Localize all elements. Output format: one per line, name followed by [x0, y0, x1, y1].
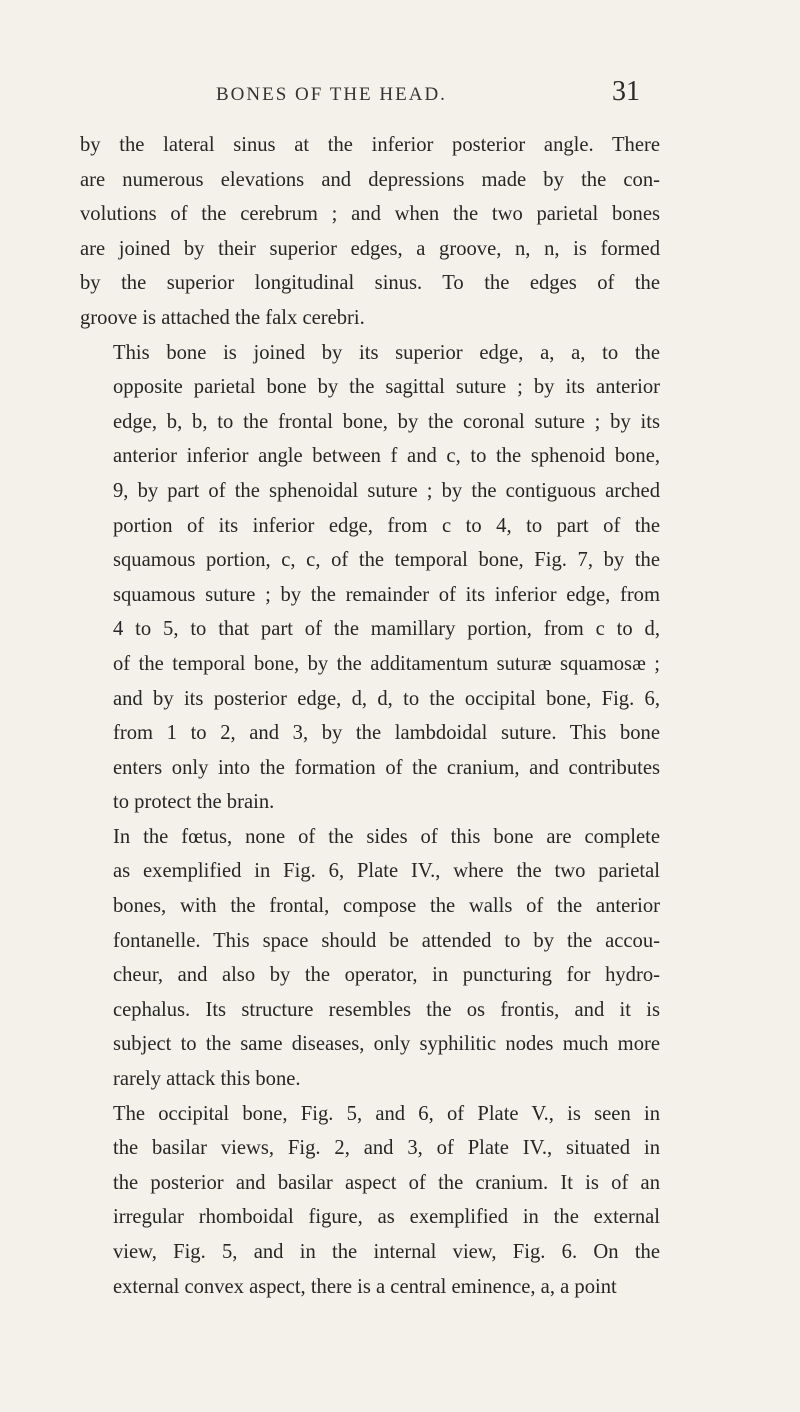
text-line: view, Fig. 5, and in the internal view, Fig. 6. On the	[113, 1241, 660, 1263]
text-line: 4 to 5, to that part of the mamillary portion, from c to d,	[113, 618, 660, 641]
text-line: anterior inferior angle between f and c, to the sphenoid bone,	[113, 445, 660, 468]
text-line: from 1 to 2, and 3, by the lambdoidal suture. This bone	[113, 722, 660, 745]
text-line: 9, by part of the sphenoidal suture ; by the contiguous arched	[113, 479, 660, 502]
running-title: BONES OF THE HEAD.	[216, 84, 447, 105]
paragraph-4	[80, 1097, 660, 1305]
text-line: opposite parietal bone by the sagittal suture ; by its anterior	[113, 376, 660, 399]
paragraph-3	[80, 820, 660, 1097]
text-line: The occipital bone, Fig. 5, and 6, of Plate V., is seen in	[113, 1102, 660, 1125]
text-line: the posterior and basilar aspect of the cranium. It is of an	[113, 1171, 660, 1194]
text-line: external convex aspect, there is a central eminence, a, a point	[113, 1275, 617, 1298]
text-line: irregular rhomboidal figure, as exemplified in the external	[113, 1206, 660, 1229]
text-line: are joined by their superior edges, a groove, n, n, is formed	[80, 237, 660, 260]
text-line: enters only into the formation of the cranium, and contributes	[113, 756, 660, 779]
text-line: In the fœtus, none of the sides of this bone are complete	[113, 825, 660, 848]
text-line: cheur, and also by the operator, in puncturing for hydro-	[113, 964, 660, 987]
text-line: fontanelle. This space should be attended to by the accou-	[113, 929, 660, 952]
text-line: the basilar views, Fig. 2, and 3, of Plate IV., situated in	[113, 1137, 660, 1160]
paragraph-2	[80, 336, 660, 820]
text-line: to protect the brain.	[113, 791, 275, 814]
page-number: 31	[612, 76, 640, 107]
text-line: are numerous elevations and depressions made by the con-	[80, 168, 660, 191]
text-line: of the temporal bone, by the additamentum suturæ squamosæ ;	[113, 652, 660, 675]
text-line: as exemplified in Fig. 6, Plate IV., where the two parietal	[113, 860, 660, 883]
text-line: groove is attached the falx cerebri.	[80, 306, 365, 329]
text-line: edge, b, b, to the frontal bone, by the coronal suture ; by its	[113, 410, 660, 433]
text-line: by the lateral sinus at the inferior posterior angle. There	[80, 134, 660, 156]
paragraph-1	[80, 128, 660, 336]
text-line: This bone is joined by its superior edge, a, a, to the	[113, 341, 660, 364]
text-line: subject to the same diseases, only syphilitic nodes much more	[113, 1033, 660, 1056]
text-line: squamous suture ; by the remainder of its inferior edge, from	[113, 583, 660, 606]
text-line: squamous portion, c, c, of the temporal bone, Fig. 7, by the	[113, 549, 660, 572]
text-line: cephalus. Its structure resembles the os frontis, and it is	[113, 998, 660, 1021]
text-line: bones, with the frontal, compose the walls of the anterior	[113, 895, 660, 918]
text-line: rarely attack this bone.	[113, 1068, 301, 1091]
text-line: and by its posterior edge, d, d, to the occipital bone, Fig. 6,	[113, 687, 660, 710]
body-text	[80, 128, 660, 1304]
running-head	[0, 76, 800, 114]
text-line: by the superior longitudinal sinus. To the edges of the	[80, 272, 660, 295]
text-line: volutions of the cerebrum ; and when the two parietal bones	[80, 203, 660, 226]
text-line: portion of its inferior edge, from c to 4, to part of the	[113, 514, 660, 537]
